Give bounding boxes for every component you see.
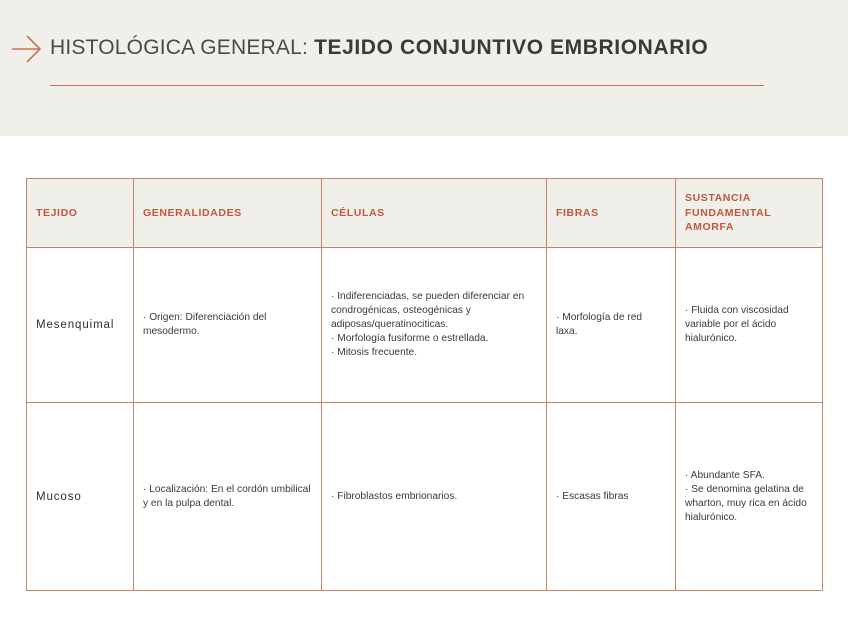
cell-line: · Escasas fibras [556, 490, 629, 502]
title-regular: HISTOLÓGICA GENERAL: [50, 36, 315, 59]
table-row [27, 248, 823, 403]
column-header-tejido: TEJIDO [27, 179, 134, 248]
cell-line: · Fluida con viscosidad variable por el ácido hialurónico. [685, 305, 789, 345]
cell-sfa [676, 248, 823, 403]
row-label-mesenquimal: Mesenquimal [27, 248, 134, 403]
title-underline [50, 85, 764, 86]
cell-line: · Mitosis frecuente. [331, 347, 418, 359]
cell-celulas [322, 403, 547, 591]
cell-line: · Indiferenciadas, se pueden diferenciar en condrogénicas, osteogénicas y adiposas/queratinociticas. [331, 291, 525, 331]
table-row [27, 403, 823, 591]
cell-sfa [676, 403, 823, 591]
cell-line: · Morfología de red laxa. [556, 312, 643, 338]
cell-line: · Fibroblastos embrionarios. [331, 490, 458, 502]
cell-line: · Origen: Diferenciación del mesodermo. [143, 312, 267, 338]
arrow-right-icon [11, 34, 43, 64]
cell-fibras [547, 248, 676, 403]
histology-table [26, 178, 823, 591]
cell-line: · Localización: En el cordón umbilical y en la pulpa dental. [143, 483, 311, 509]
cell-generalidades [134, 403, 322, 591]
cell-line: · Se denomina gelatina de wharton, muy rica en ácido hialurónico. [685, 483, 807, 523]
page-title [50, 36, 708, 60]
cell-line: · Abundante SFA. [685, 469, 765, 481]
column-header-celulas: CÉLULAS [322, 179, 547, 248]
cell-celulas [322, 248, 547, 403]
cell-fibras [547, 403, 676, 591]
column-header-fibras: FIBRAS [547, 179, 676, 248]
title-bold: TEJIDO CONJUNTIVO EMBRIONARIO [314, 36, 709, 59]
cell-generalidades [134, 248, 322, 403]
cell-line: · Morfología fusiforme o estrellada. [331, 333, 489, 345]
table-header-row [27, 179, 823, 248]
row-label-mucoso: Mucoso [27, 403, 134, 591]
column-header-generalidades: GENERALIDADES [134, 179, 322, 248]
header-band [0, 0, 848, 136]
column-header-sfa: SUSTANCIA FUNDAMENTAL AMORFA [676, 179, 823, 248]
